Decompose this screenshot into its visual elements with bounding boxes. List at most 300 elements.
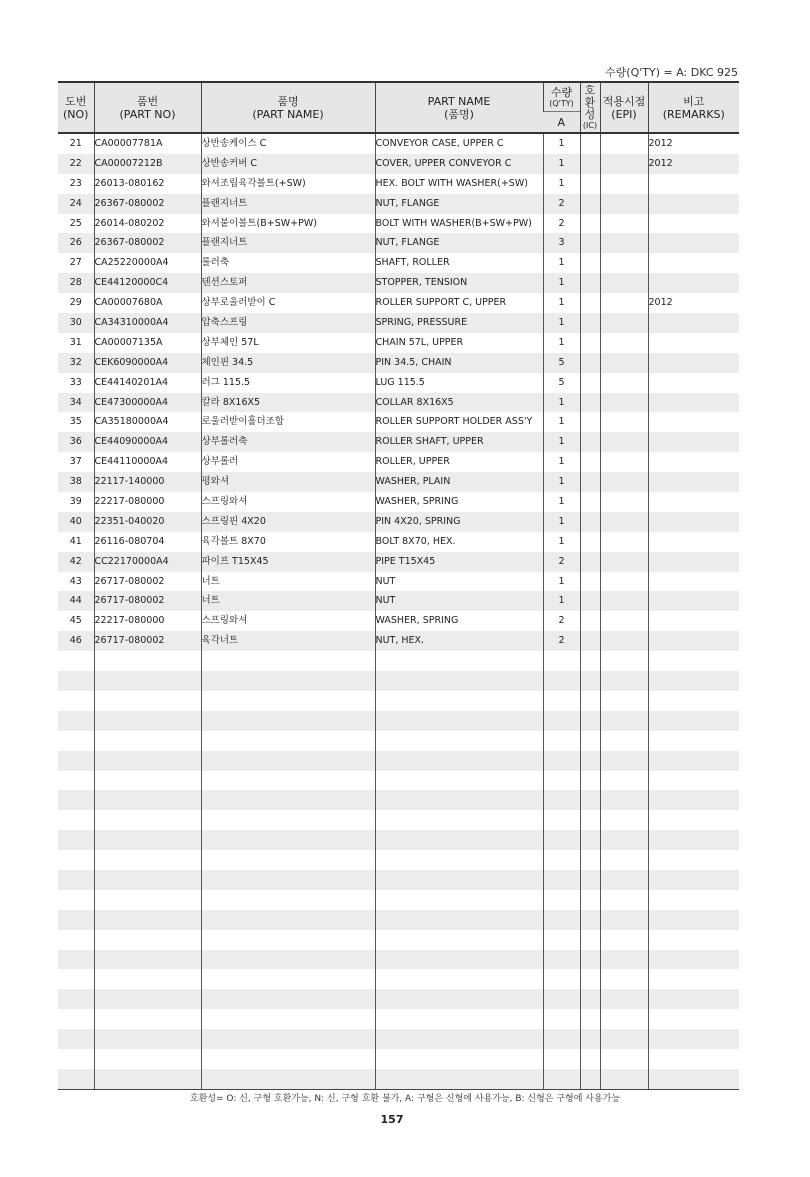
row-ic (580, 771, 600, 791)
row-no: 24 (58, 194, 94, 214)
row-ic (580, 572, 600, 592)
col-header-remarks-ko: 비고 (683, 94, 705, 108)
row-ic (580, 830, 600, 850)
col-header-no-en: (NO) (63, 107, 89, 121)
compatibility-legend: 호환성= O: 신, 구형 호환가능, N: 신, 구형 호환 불가, A: 구형은 신형에 사용가능, B: 신형은 구형에 사용가능 (189, 1094, 621, 1104)
row-ic (580, 989, 600, 1009)
row-part-name-ko: 와셔붙이볼트(B+SW+PW) (201, 214, 375, 234)
row-part-name-ko: 상부로울러받이 C (201, 293, 375, 313)
row-part-no: 22217-080000 (94, 492, 201, 512)
row-epi (600, 830, 648, 850)
row-no (58, 751, 94, 771)
row-part-no (94, 950, 201, 970)
row-qty (543, 930, 580, 950)
row-part-name-en: WASHER, SPRING (375, 492, 543, 512)
row-no (58, 1049, 94, 1069)
col-header-epi-en: (EPI) (611, 107, 637, 121)
row-no (58, 969, 94, 989)
table-header-row (58, 82, 739, 112)
row-no: 32 (58, 353, 94, 373)
row-qty (543, 969, 580, 989)
row-no (58, 910, 94, 930)
row-ic (580, 253, 600, 273)
row-epi (600, 810, 648, 830)
row-part-no: CEK6090000A4 (94, 353, 201, 373)
row-remarks (648, 870, 739, 890)
row-ic (580, 711, 600, 731)
row-remarks (648, 1009, 739, 1029)
row-remarks (648, 532, 739, 552)
col-header-part-name-ko-ko: 품명 (277, 94, 299, 108)
row-no (58, 870, 94, 890)
row-part-name-en: PIN 4X20, SPRING (375, 512, 543, 532)
row-part-name-ko (201, 771, 375, 791)
row-remarks (648, 174, 739, 194)
row-qty: 1 (543, 273, 580, 293)
col-header-part-no-en: (PART NO) (119, 107, 176, 121)
table-row (58, 830, 739, 850)
row-ic (580, 930, 600, 950)
row-remarks (648, 273, 739, 293)
row-part-name-ko (201, 930, 375, 950)
row-part-name-en: SHAFT, ROLLER (375, 253, 543, 273)
row-no: 29 (69, 297, 82, 309)
row-epi (600, 691, 648, 711)
col-header-qty-sub: A (543, 112, 580, 134)
row-epi (600, 910, 648, 930)
col-header-ic-en: (IC) (582, 121, 598, 130)
row-part-no: 26013-080162 (94, 174, 201, 194)
row-ic (580, 910, 600, 930)
row-remarks (648, 989, 739, 1009)
row-remarks (648, 591, 739, 611)
table-row (58, 154, 739, 174)
col-header-part-name-ko (201, 82, 375, 133)
row-part-name-ko (201, 711, 375, 731)
row-part-name-ko: 와셔조립육각볼트(+SW) (201, 174, 375, 194)
row-part-no (94, 691, 201, 711)
row-part-name-ko (201, 910, 375, 930)
row-part-name-en (375, 790, 543, 810)
row-part-no: 26367-080002 (94, 194, 201, 214)
row-ic (580, 870, 600, 890)
table-row (58, 214, 739, 234)
row-ic (580, 950, 600, 970)
row-part-no: 26717-080002 (94, 591, 201, 611)
row-remarks (648, 313, 739, 333)
table-row (58, 552, 739, 572)
row-part-name-ko (201, 671, 375, 691)
row-remarks (648, 333, 739, 353)
row-part-name-en (375, 810, 543, 830)
table-row (58, 810, 739, 830)
row-no (58, 651, 94, 671)
parts-table-body (58, 133, 739, 1089)
row-part-name-en: CHAIN 57L, UPPER (375, 333, 543, 353)
row-qty: 2 (543, 552, 580, 572)
row-no: 39 (69, 495, 82, 507)
row-qty: 1 (543, 133, 580, 154)
row-no: 43 (69, 575, 82, 587)
table-row (58, 532, 739, 552)
row-ic (580, 293, 600, 313)
row-part-no: 26717-080002 (94, 631, 201, 651)
row-no (58, 771, 94, 791)
row-qty: 1 (543, 154, 580, 174)
row-part-name-en (375, 910, 543, 930)
row-remarks (648, 790, 739, 810)
row-no (58, 950, 94, 970)
row-qty: 1 (543, 253, 580, 273)
row-part-name-ko: 스프링와셔 (201, 611, 375, 631)
row-qty (543, 830, 580, 850)
row-part-name-ko: 상반송케이스 C (201, 133, 375, 154)
row-ic (580, 671, 600, 691)
row-no (58, 711, 94, 731)
row-part-name-en (375, 950, 543, 970)
row-no: 28 (58, 273, 94, 293)
row-remarks (648, 830, 739, 850)
row-part-no (94, 890, 201, 910)
row-remarks (648, 810, 739, 830)
row-ic (580, 731, 600, 751)
row-part-name-ko (201, 969, 375, 989)
row-part-name-en: COLLAR 8X16X5 (375, 393, 543, 413)
row-qty (543, 771, 580, 791)
table-row (58, 1049, 739, 1069)
row-remarks (648, 910, 739, 930)
row-epi (600, 591, 648, 611)
row-part-no (94, 910, 201, 930)
row-ic (580, 1009, 600, 1029)
row-no (58, 790, 94, 810)
row-part-name-ko (201, 870, 375, 890)
row-remarks (648, 353, 739, 373)
row-remarks (648, 393, 739, 413)
row-part-no: CA00007781A (94, 133, 201, 154)
row-remarks (648, 412, 739, 432)
row-qty (543, 870, 580, 890)
row-part-no: CE44090000A4 (94, 432, 201, 452)
row-part-name-ko (201, 691, 375, 711)
row-qty: 1 (543, 572, 580, 592)
table-row (58, 333, 739, 353)
table-row (58, 591, 739, 611)
row-part-name-ko (201, 790, 375, 810)
row-remarks (648, 472, 739, 492)
table-row (58, 432, 739, 452)
row-qty: 1 (543, 174, 580, 194)
row-remarks: 2012 (648, 154, 739, 174)
row-ic (580, 631, 600, 651)
row-epi (600, 969, 648, 989)
row-part-name-ko: 평와셔 (201, 472, 375, 492)
row-qty: 1 (543, 532, 580, 552)
row-epi (600, 233, 648, 253)
col-header-part-no (94, 82, 201, 133)
row-part-name-en: COVER, UPPER CONVEYOR C (375, 154, 543, 174)
table-row (58, 293, 739, 313)
row-ic (580, 850, 600, 870)
row-part-name-ko (201, 651, 375, 671)
row-part-name-en: PIN 34.5, CHAIN (375, 353, 543, 373)
table-row (58, 910, 739, 930)
parts-table (58, 81, 739, 1090)
row-remarks (648, 233, 739, 253)
table-row (58, 631, 739, 651)
row-part-no: 26014-080202 (94, 214, 201, 234)
row-part-name-ko: 육각너트 (201, 631, 375, 651)
row-part-name-ko: 육각볼트 8X70 (201, 532, 375, 552)
row-part-no (94, 1049, 201, 1069)
row-part-name-ko (201, 950, 375, 970)
row-qty: 1 (543, 512, 580, 532)
row-epi (600, 572, 648, 592)
row-qty (543, 989, 580, 1009)
row-part-name-en: NUT, FLANGE (375, 233, 543, 253)
row-remarks (648, 950, 739, 970)
row-part-no (94, 850, 201, 870)
table-row (58, 771, 739, 791)
row-epi (600, 1009, 648, 1029)
row-epi (600, 890, 648, 910)
row-epi (600, 731, 648, 751)
row-part-no: CE44110000A4 (94, 452, 201, 472)
row-ic (580, 214, 600, 234)
row-part-no: 22217-080000 (94, 611, 201, 631)
row-part-name-ko (201, 751, 375, 771)
row-ic (580, 452, 600, 472)
table-row (58, 691, 739, 711)
row-part-name-en (375, 930, 543, 950)
row-part-name-ko: 롤러축 (201, 253, 375, 273)
row-epi (600, 1029, 648, 1049)
row-epi (600, 412, 648, 432)
row-part-name-en: NUT, FLANGE (375, 194, 543, 214)
row-ic (580, 611, 600, 631)
row-part-name-en (375, 771, 543, 791)
row-qty (543, 850, 580, 870)
row-part-no (94, 751, 201, 771)
row-remarks (648, 890, 739, 910)
row-part-name-en (375, 870, 543, 890)
row-qty: 3 (543, 233, 580, 253)
row-part-no (94, 1069, 201, 1089)
row-part-name-ko: 러그 115.5 (201, 373, 375, 393)
table-row (58, 313, 739, 333)
row-part-name-ko (201, 1049, 375, 1069)
row-part-no: CA34310000A4 (94, 313, 201, 333)
table-row (58, 194, 739, 214)
row-no: 38 (58, 472, 94, 492)
row-remarks: 2012 (648, 293, 739, 313)
table-row (58, 353, 739, 373)
row-epi (600, 532, 648, 552)
col-header-part-name-ko-en: (PART NAME) (252, 107, 324, 121)
row-no (58, 930, 94, 950)
row-no: 42 (58, 552, 94, 572)
row-no: 22 (58, 154, 94, 174)
row-part-name-en: BOLT 8X70, HEX. (375, 532, 543, 552)
row-epi (600, 293, 648, 313)
row-no: 37 (69, 456, 82, 468)
row-part-no (94, 731, 201, 751)
row-part-no (94, 870, 201, 890)
row-part-no: CE44140201A4 (94, 373, 201, 393)
row-part-name-en: SPRING, PRESSURE (375, 313, 543, 333)
col-header-qty (543, 82, 580, 112)
row-part-name-ko: 상부롤러 (201, 452, 375, 472)
row-qty (543, 1049, 580, 1069)
row-part-name-ko: 너트 (201, 572, 375, 592)
row-remarks (648, 731, 739, 751)
row-part-name-en (375, 731, 543, 751)
col-header-part-name-en-en: PART NAME (427, 94, 491, 108)
row-part-name-en: CONVEYOR CASE, UPPER C (375, 133, 543, 154)
table-row (58, 890, 739, 910)
table-row (58, 174, 739, 194)
table-row (58, 930, 739, 950)
row-qty (543, 651, 580, 671)
table-row (58, 233, 739, 253)
table-row (58, 472, 739, 492)
row-part-name-en: WASHER, SPRING (375, 611, 543, 631)
row-ic (580, 1069, 600, 1089)
table-row (58, 452, 739, 472)
col-header-part-name-en-ko: (품명) (444, 107, 474, 121)
row-epi (600, 154, 648, 174)
row-no: 44 (58, 591, 94, 611)
row-part-name-ko (201, 810, 375, 830)
row-part-no: CC22170000A4 (94, 552, 201, 572)
table-row (58, 671, 739, 691)
row-remarks (648, 432, 739, 452)
row-epi (600, 771, 648, 791)
row-qty (543, 751, 580, 771)
row-remarks (648, 492, 739, 512)
row-qty: 1 (543, 452, 580, 472)
table-row (58, 870, 739, 890)
row-qty (543, 950, 580, 970)
row-remarks (648, 631, 739, 651)
row-ic (580, 691, 600, 711)
row-part-name-en (375, 1029, 543, 1049)
row-remarks (648, 373, 739, 393)
row-ic (580, 373, 600, 393)
row-qty: 2 (543, 214, 580, 234)
row-part-name-ko (201, 1009, 375, 1029)
row-qty (543, 1029, 580, 1049)
table-row (58, 412, 739, 432)
table-row (58, 611, 739, 631)
row-part-name-ko: 로울러받이홀더조합 (201, 412, 375, 432)
row-qty: 2 (543, 631, 580, 651)
row-part-name-en (375, 1009, 543, 1029)
row-qty: 2 (543, 611, 580, 631)
table-row (58, 253, 739, 273)
row-no: 36 (58, 432, 94, 452)
row-epi (600, 1049, 648, 1069)
row-ic (580, 512, 600, 532)
row-part-no: CA00007680A (94, 293, 201, 313)
row-remarks: 2012 (648, 133, 739, 154)
row-no (58, 890, 94, 910)
row-qty: 1 (543, 472, 580, 492)
table-row (58, 512, 739, 532)
row-ic (580, 233, 600, 253)
col-header-ic (580, 82, 600, 133)
row-remarks (648, 691, 739, 711)
row-part-no (94, 1009, 201, 1029)
row-ic (580, 133, 600, 154)
table-row (58, 1029, 739, 1049)
row-part-name-ko (201, 850, 375, 870)
table-row (58, 850, 739, 870)
col-header-qty-ko: 수량 (550, 86, 573, 99)
row-qty (543, 910, 580, 930)
row-part-name-en (375, 691, 543, 711)
row-no (58, 691, 94, 711)
row-part-name-ko: 체인핀 34.5 (201, 353, 375, 373)
row-part-name-en: HEX. BOLT WITH WASHER(+SW) (375, 174, 543, 194)
col-header-remarks (648, 82, 739, 133)
page-number: 157 (380, 1113, 404, 1126)
row-part-name-ko: 칼라 8X16X5 (201, 393, 375, 413)
row-qty (543, 731, 580, 751)
row-part-name-en: BOLT WITH WASHER(B+SW+PW) (375, 214, 543, 234)
row-part-name-en (375, 850, 543, 870)
row-epi (600, 671, 648, 691)
row-epi (600, 253, 648, 273)
table-row (58, 711, 739, 731)
table-row (58, 393, 739, 413)
row-part-name-ko: 스프링와셔 (201, 492, 375, 512)
row-qty (543, 711, 580, 731)
row-part-name-ko: 너트 (201, 591, 375, 611)
table-row (58, 790, 739, 810)
row-epi (600, 432, 648, 452)
table-row (58, 273, 739, 293)
row-qty (543, 890, 580, 910)
table-row (58, 572, 739, 592)
row-remarks (648, 572, 739, 592)
row-part-no (94, 651, 201, 671)
row-ic (580, 492, 600, 512)
row-part-name-en: NUT (375, 591, 543, 611)
row-no (58, 850, 94, 870)
qty-legend-caption: 수량(Q'TY) = A: DKC 925 (605, 66, 738, 79)
row-part-no (94, 810, 201, 830)
row-no (58, 989, 94, 1009)
table-row (58, 731, 739, 751)
row-epi (600, 333, 648, 353)
row-part-no: CA00007212B (94, 154, 201, 174)
row-epi (600, 651, 648, 671)
row-qty: 1 (543, 591, 580, 611)
row-qty (543, 691, 580, 711)
row-epi (600, 512, 648, 532)
row-epi (600, 472, 648, 492)
row-ic (580, 1029, 600, 1049)
row-part-name-en (375, 1049, 543, 1069)
row-remarks (648, 611, 739, 631)
row-part-name-ko: 상부롤러축 (201, 432, 375, 452)
row-ic (580, 810, 600, 830)
row-epi (600, 711, 648, 731)
row-ic (580, 790, 600, 810)
table-row (58, 133, 739, 154)
row-part-name-en: ROLLER SUPPORT C, UPPER (375, 293, 543, 313)
